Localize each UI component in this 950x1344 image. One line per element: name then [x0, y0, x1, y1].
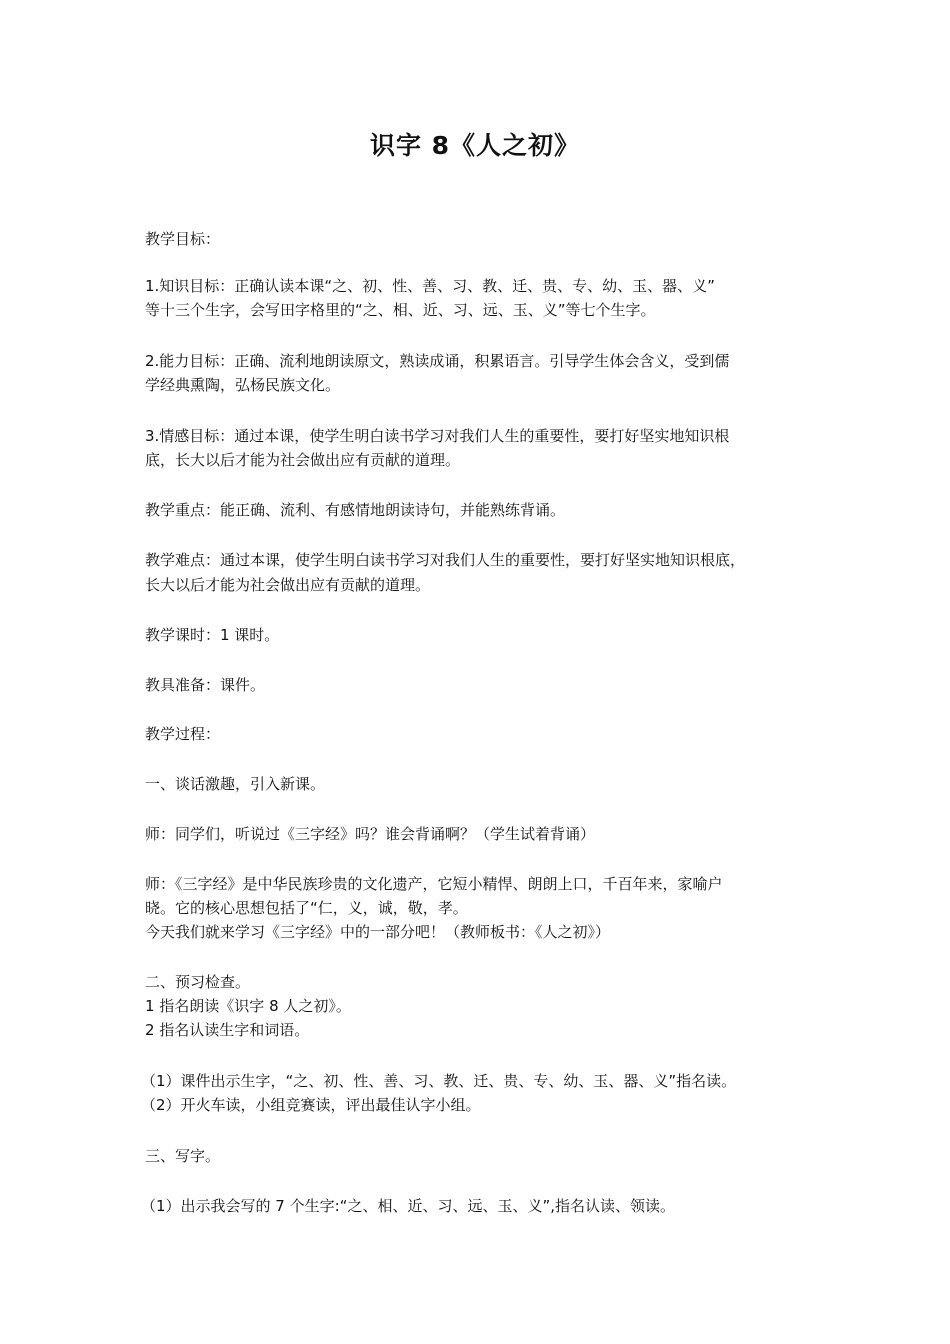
teaching-focus: 教学重点：能正确、流利、有感情地朗读诗句，并能熟练背诵。 — [145, 501, 566, 519]
class-hours: 教学课时：1 课时。 — [145, 626, 280, 644]
preview-subitem-1: （1）课件出示生字，“之、初、性、善、习、教、迁、贵、专、幼、玉、器、义”指名读。 — [141, 1072, 737, 1090]
emotion-objective-line-1: 3.情感目标：通过本课，使学生明白读书学习对我们人生的重要性，要打好坚实地知识根 — [145, 427, 730, 445]
teacher-line-1: 师：同学们，听说过《三字经》吗？谁会背诵啊？（学生试着背诵） — [145, 825, 596, 843]
teacher-line-2a: 师：《三字经》是中华民族珍贵的文化遗产，它短小精悍、朗朗上口，千百年来，家喻户 — [145, 875, 723, 893]
section-one-heading: 一、谈话激趣，引入新课。 — [145, 775, 326, 793]
section-two-heading: 二、预习检查。 — [145, 973, 251, 991]
teaching-aids: 教具准备：课件。 — [145, 676, 266, 694]
preview-item-2: 2 指名认读生字和词语。 — [145, 1021, 310, 1039]
ability-objective-line-2: 学经典熏陶，弘杨民族文化。 — [145, 376, 341, 394]
teacher-line-2b: 晓。它的核心思想包括了“仁，义，诚，敬，孝。 — [145, 899, 468, 917]
section-three-heading: 三、写字。 — [145, 1147, 221, 1165]
knowledge-objective-line-1: 1.知识目标：正确认读本课“之、初、性、善、习、教、迁、贵、专、幼、玉、器、义” — [145, 277, 715, 295]
preview-item-1: 1 指名朗读《识字 8 人之初》。 — [145, 997, 351, 1015]
objectives-heading: 教学目标： — [145, 230, 221, 248]
teacher-line-3: 今天我们就来学习《三字经》中的一部分吧！（教师板书：《人之初》） — [145, 923, 611, 941]
teaching-difficulty-line-1: 教学难点：通过本课，使学生明白读书学习对我们人生的重要性，要打好坚实地知识根底， — [145, 551, 746, 569]
writing-subitem-1: （1）出示我会写的 7 个生字:“之、相、近、习、远、玉、义”,指名认读、领读。 — [141, 1197, 675, 1215]
knowledge-objective-line-2: 等十三个生字，会写田字格里的“之、相、近、习、远、玉、义”等七个生字。 — [145, 301, 656, 319]
ability-objective-line-1: 2.能力目标：正确、流利地朗读原文，熟读成诵，积累语言。引导学生体会含义，受到儒 — [145, 352, 730, 370]
preview-subitem-2: （2）开火车读，小组竞赛读，评出最佳认字小组。 — [141, 1096, 481, 1114]
document-title: 识字 8《人之初》 — [369, 131, 581, 160]
emotion-objective-line-2: 底，长大以后才能为社会做出应有贡献的道理。 — [145, 451, 461, 469]
teaching-difficulty-line-2: 长大以后才能为社会做出应有贡献的道理。 — [145, 576, 431, 594]
teaching-process-heading: 教学过程： — [145, 725, 221, 743]
